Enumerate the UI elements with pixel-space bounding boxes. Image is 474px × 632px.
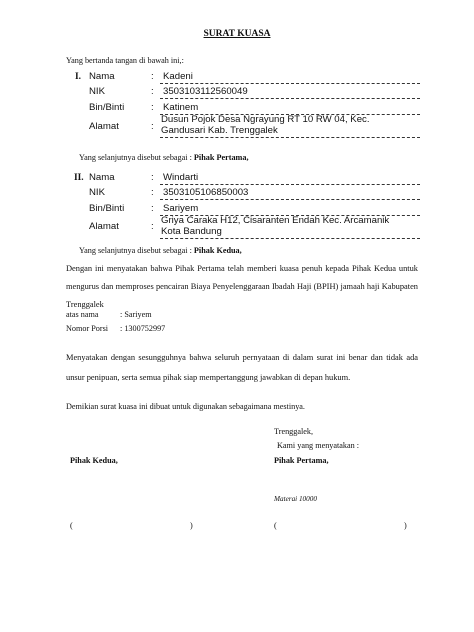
signature-place: Trenggalek,	[274, 427, 314, 436]
statement-paragraph: Dengan ini menyatakan bahwa Pihak Pertama telah memberi kuasa penuh kepada Pihak Kedua untuk mengurus dan memproses pencairan Biaya Penyelenggaraan Ibadah Haji (BPIH) jamaah haji Kabupaten Trenggalek	[66, 264, 418, 309]
second-address-colon: :	[151, 221, 154, 232]
first-bin-label: Bin/Binti	[89, 102, 125, 113]
first-address-underline	[160, 137, 420, 138]
designation-prefix: Yang selanjutnya disebut sebagai :	[79, 153, 194, 162]
first-address-label: Alamat	[89, 121, 119, 132]
designation-prefix: Yang selanjutnya disebut sebagai :	[79, 246, 194, 255]
second-name-underline	[160, 184, 420, 185]
designation-name: Pihak Kedua,	[193, 246, 242, 255]
signature-left-open: (	[70, 521, 73, 530]
second-address-underline	[160, 238, 420, 239]
second-bin-value: Sariyem	[163, 203, 199, 214]
second-name-label: Nama	[89, 172, 115, 183]
second-address-line1: Griya Caraka H12, Cisaranten Endah Kec. Arcamanik	[161, 215, 390, 226]
signature-right-label: Pihak Pertama,	[274, 456, 329, 465]
first-bin-value: Katinem	[163, 102, 199, 113]
stamp-caption: Materai 10000	[274, 495, 317, 503]
second-address-label: Alamat	[89, 221, 119, 232]
signature-left-label: Pihak Kedua,	[70, 456, 118, 465]
pilgrim-name-label: atas nama	[66, 310, 99, 319]
first-bin-colon: :	[151, 102, 154, 113]
first-name-colon: :	[151, 71, 154, 82]
second-bin-label: Bin/Binti	[89, 203, 125, 214]
first-party-number: I.	[75, 72, 81, 82]
signature-right-open: (	[274, 521, 277, 530]
second-party-designation	[79, 246, 242, 255]
first-party-designation	[79, 153, 249, 162]
first-address-line2: Gandusari Kab. Trenggalek	[161, 125, 278, 136]
second-nik-label: NIK	[89, 187, 105, 198]
first-name-label: Nama	[89, 71, 115, 82]
second-party-number: II.	[74, 173, 84, 183]
letter-title: SURAT KUASA	[203, 29, 271, 39]
pilgrim-name-value: : Sariyem	[120, 310, 152, 319]
declaration-paragraph: Menyatakan dengan sesungguhnya bahwa seluruh pernyataan di dalam surat ini benar dan tidak ada unsur penipuan, serta semua pihak siap mempertanggung jawabkan di depan hukum.	[66, 353, 418, 382]
signature-right-close: )	[404, 521, 407, 530]
first-nik-value: 3503103112560049	[163, 86, 248, 97]
first-nik-underline	[160, 98, 420, 99]
second-bin-colon: :	[151, 203, 154, 214]
intro-text: Yang bertanda tangan di bawah ini,:	[66, 56, 184, 65]
closing-text: Demikian surat kuasa ini dibuat untuk digunakan sebagaimana mestinya.	[66, 402, 305, 411]
second-nik-colon: :	[151, 187, 154, 198]
first-address-colon: :	[151, 121, 154, 132]
second-nik-value: 3503105106850003	[163, 187, 249, 198]
signature-left-close: )	[190, 521, 193, 530]
first-address-line1: Dusun Pojok Desa Ngrayung RT 10 RW 04, Kec.	[161, 114, 370, 125]
second-name-colon: :	[151, 172, 154, 183]
second-name-value: Windarti	[163, 172, 199, 183]
first-name-underline	[160, 83, 420, 84]
second-address-line2: Kota Bandung	[161, 226, 222, 237]
pilgrim-portion-label: Nomor Porsi	[66, 324, 109, 333]
pilgrim-portion-value: : 1300752997	[120, 324, 166, 333]
first-name-value: Kadeni	[163, 71, 193, 82]
first-nik-label: NIK	[89, 86, 105, 97]
signature-declarant-caption: Kami yang menyatakan :	[277, 441, 360, 450]
second-nik-underline	[160, 199, 420, 200]
designation-name: Pihak Pertama,	[193, 153, 249, 162]
first-nik-colon: :	[151, 86, 154, 97]
